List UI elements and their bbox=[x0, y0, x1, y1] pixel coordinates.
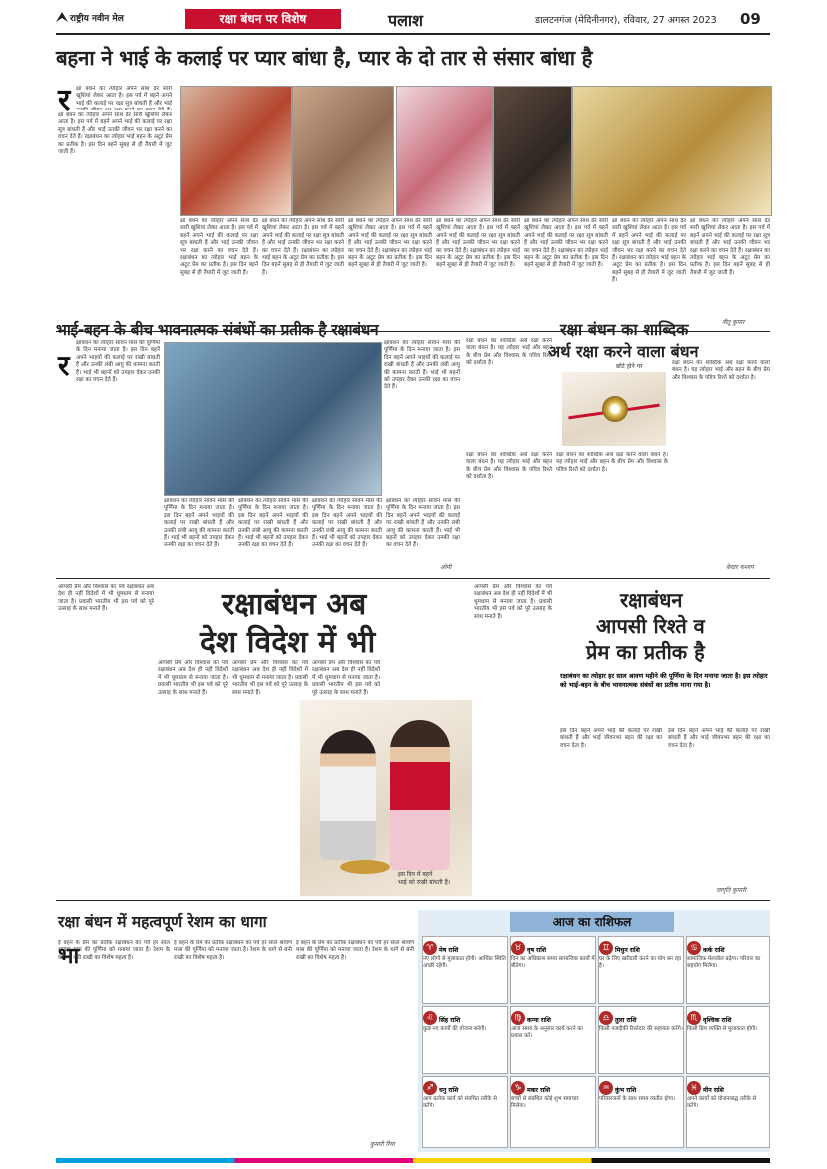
rashi-text: नए लोगों से मुलाकात होगी। आर्थिक स्थिति अच्छी रहेगी। bbox=[423, 956, 506, 969]
story5-col2: इस दिन बहनें अपने भाई की कलाई पर राखी बांधती हैं और भाई जीवनभर बहन की रक्षा का वचन देता है। bbox=[668, 728, 770, 749]
lead-photo-4 bbox=[493, 86, 572, 216]
story2-headline: भाई-बहन के बीच भावनात्मक संबंधों का प्रतीक है रक्षाबंधन bbox=[56, 321, 379, 339]
rashi-cell-3 bbox=[686, 936, 770, 1004]
rashi-name: वृश्चिक राशि bbox=[703, 1017, 732, 1024]
story5-byline: जागृति कुमारी bbox=[716, 887, 747, 894]
rashi-text: आज समय के अनुसार कार्य करने का प्रयास करें। bbox=[511, 1026, 583, 1039]
capricorn-icon: ♑ bbox=[511, 1081, 525, 1095]
story3-caption-label: छोटे होने पर bbox=[616, 363, 643, 370]
lead-body-col6: क्षा बंधन का त्योहार अपने साथ ढेर सारी खुशियां लेकर आता है। इस पर्व में बहनें अपने भाई की कलाई पर रक्षा सूत्र बांधती हैं और भाई उनकी जीवन भर रक्षा करने का वचन देते हैं। रक्षाबंधन का त्योहार भाई बहन के अटूट प्रेम का प्रतीक है। इस दिन बहनें सुबह से ही तैयारी में जुट जाती हैं। bbox=[524, 218, 608, 269]
lead-photo-1 bbox=[180, 86, 292, 216]
rashi-cell-4 bbox=[422, 1006, 508, 1074]
rashi-cell-6 bbox=[598, 1006, 684, 1074]
masthead-rule bbox=[56, 33, 770, 35]
rashi-text: अपने कार्यों को योजनाबद्ध तरीके से करेंगे। bbox=[687, 1096, 757, 1109]
story2-col5: क्षाबंधन का त्योहार सावन मास की पूर्णिमा के दिन मनाया जाता है। इस दिन बहनें अपने भाइयों की कलाई पर राखी बांधती हैं और उनकी लंबी आयु की कामना करती हैं। भाई भी बहनों को उपहार देकर उनकी रक्षा का वचन देते हैं। bbox=[312, 498, 382, 549]
story4-col5: आपसी प्रेम और विश्वास का पर्व रक्षाबंधन अब देश ही नहीं विदेशों में भी धूमधाम से मनाया जाता है। प्रवासी भारतीय भी इस पर्व को पूरे उत्साह के साथ मनाते हैं। bbox=[474, 584, 552, 620]
rashi-name: धनु राशि bbox=[439, 1087, 459, 1094]
rashi-cell-5 bbox=[510, 1006, 596, 1074]
rashi-cell-8 bbox=[422, 1076, 508, 1148]
story6-col2: ई बहन के प्रेम का प्रतीक रक्षाबंधन का पर्व हर साल श्रावण मास की पूर्णिमा को मनाया जाता है। रेशम के धागे से बनी राखी का विशेष महत्व है। bbox=[174, 940, 292, 961]
rashi-text: घर के लिए खरीदारी करने का योग बन रहा है। bbox=[599, 956, 682, 969]
story3-byline: केदार कश्यप bbox=[726, 564, 754, 571]
story2-dropcap: र bbox=[58, 349, 70, 382]
girl-figure bbox=[390, 720, 450, 870]
page-number: 09 bbox=[740, 10, 761, 28]
scorpio-icon: ♏ bbox=[687, 1011, 701, 1025]
lower-divider bbox=[56, 900, 770, 901]
cancer-icon: ♋ bbox=[687, 941, 701, 955]
rashi-name: कर्क राशि bbox=[703, 947, 725, 954]
pisces-icon: ♓ bbox=[687, 1081, 701, 1095]
lead-body-col4: क्षा बंधन का त्योहार अपने साथ ढेर सारी खुशियां लेकर आता है। इस पर्व में बहनें अपने भाई की कलाई पर रक्षा सूत्र बांधती हैं और भाई उनकी जीवन भर रक्षा करने का वचन देते हैं। रक्षाबंधन का त्योहार भाई बहन के अटूट प्रेम का प्रतीक है। इस दिन बहनें सुबह से ही तैयारी में जुट जाती हैं। bbox=[348, 218, 432, 269]
dateline: डालटनगंज (मेदिनीनगर), रविवार, 27 अगस्त 2023 bbox=[535, 15, 717, 26]
rashi-name: मीन राशि bbox=[703, 1087, 724, 1094]
aquarius-icon: ♒ bbox=[599, 1081, 613, 1095]
rashi-cell-1 bbox=[510, 936, 596, 1004]
leo-icon: ♌ bbox=[423, 1011, 437, 1025]
rashi-text: आप प्रत्येक कार्य को संयमित तरीके से करेंगे। bbox=[423, 1096, 497, 1109]
story4-headline-2: देश विदेश में भी bbox=[200, 625, 376, 660]
story4-headline-1: रक्षाबंधन अब bbox=[222, 587, 367, 622]
lead-body-col7: क्षा बंधन का त्योहार अपने साथ ढेर सारी खुशियां लेकर आता है। इस पर्व में बहनें अपने भाई की कलाई पर रक्षा सूत्र बांधती हैं और भाई उनकी जीवन भर रक्षा करने का वचन देते हैं। रक्षाबंधन का त्योहार भाई बहन के अटूट प्रेम का प्रतीक है। इस दिन बहनें सुबह से ही तैयारी में जुट जाती हैं। bbox=[612, 218, 686, 284]
rashi-name: मेष राशि bbox=[439, 947, 459, 954]
lead-photo-3 bbox=[396, 86, 493, 216]
masthead bbox=[0, 0, 827, 40]
lead-body-col5: क्षा बंधन का त्योहार अपने साथ ढेर सारी खुशियां लेकर आता है। इस पर्व में बहनें अपने भाई की कलाई पर रक्षा सूत्र बांधती हैं और भाई उनकी जीवन भर रक्षा करने का वचन देते हैं। रक्षाबंधन का त्योहार भाई बहन के अटूट प्रेम का प्रतीक है। इस दिन बहनें सुबह से ही तैयारी में जुट जाती हैं। bbox=[436, 218, 520, 269]
story2-col2: क्षाबंधन का त्योहार सावन मास की पूर्णिमा के दिन मनाया जाता है। इस दिन बहनें अपने भाइयों की कलाई पर राखी बांधती हैं और उनकी लंबी आयु की कामना करती हैं। भाई भी बहनों को उपहार देकर उनकी रक्षा का वचन देते हैं। bbox=[384, 340, 460, 391]
sagittarius-icon: ♐ bbox=[423, 1081, 437, 1095]
story5-headline-3: प्रेम का प्रतीक है bbox=[586, 640, 705, 664]
story3-intro-col: रक्षा बंधन का शाब्दिक अर्थ रक्षा करने वाला बंधन है। यह त्योहार भाई और बहन के बीच प्रेम और विश्वास के पवित्र रिश्ते को दर्शाता है। bbox=[466, 338, 552, 367]
rashi-cell-2 bbox=[598, 936, 684, 1004]
story2-col4: क्षाबंधन का त्योहार सावन मास की पूर्णिमा के दिन मनाया जाता है। इस दिन बहनें अपने भाइयों की कलाई पर राखी बांधती हैं और उनकी लंबी आयु की कामना करती हैं। भाई भी बहनों को उपहार देकर उनकी रक्षा का वचन देते हैं। bbox=[238, 498, 308, 549]
section-banner: रक्षा बंधन पर विशेष bbox=[185, 9, 341, 29]
story6-col1: ई बहन के प्रेम का प्रतीक रक्षाबंधन का पर्व हर साल श्रावण मास की पूर्णिमा को मनाया जाता है। रेशम के धागे से बनी राखी का विशेष महत्व है। bbox=[58, 940, 170, 961]
lead-body-col1b: क्षा बंधन का त्योहार अपने साथ ढेर सारी खुशियां लेकर आता है। इस पर्व में बहनें अपने भाई की कलाई पर रक्षा सूत्र बांधती हैं और भाई उनकी जीवन भर रक्षा करने का वचन देते हैं। रक्षाबंधन का त्योहार भाई बहन के अटूट प्रेम का प्रतीक है। इस दिन बहनें सुबह से ही तैयारी में जुट जाती हैं। bbox=[58, 112, 172, 156]
story6-headline: रक्षा बंधन में महत्वपूर्ण रेशम का धागा bbox=[58, 913, 267, 931]
story4-main-photo bbox=[300, 700, 472, 896]
brand-logo bbox=[56, 12, 68, 22]
rashi-text: कुछ नए कार्यों की योजना बनेगी। bbox=[423, 1026, 487, 1032]
story2-photo bbox=[164, 342, 382, 496]
rashi-name: मिथुन राशि bbox=[615, 947, 640, 954]
rashifal-title: आज का राशिफल bbox=[510, 912, 674, 932]
story5-headline-1: रक्षाबंधन bbox=[620, 588, 683, 612]
rashi-name: तुला राशि bbox=[615, 1017, 637, 1024]
puja-thali-icon bbox=[340, 860, 390, 874]
story4-col2: आपसी प्रेम और विश्वास का पर्व रक्षाबंधन अब देश ही नहीं विदेशों में भी धूमधाम से मनाया जाता है। प्रवासी भारतीय भी इस पर्व को पूरे उत्साह के साथ मनाते हैं। bbox=[158, 660, 228, 696]
taurus-icon: ♉ bbox=[511, 941, 525, 955]
rashi-name: सिंह राशि bbox=[439, 1017, 461, 1024]
story6-byline: कुमारी रिया bbox=[370, 1141, 395, 1148]
story6-dropcap: भा bbox=[58, 944, 80, 969]
lead-byline: नीतू कुमार bbox=[722, 319, 745, 326]
lead-body-col3: क्षा बंधन का त्योहार अपने साथ ढेर सारी खुशियां लेकर आता है। इस पर्व में बहनें अपने भाई की कलाई पर रक्षा सूत्र बांधती हैं और भाई उनकी जीवन भर रक्षा करने का वचन देते हैं। रक्षाबंधन का त्योहार भाई बहन के अटूट प्रेम का प्रतीक है। इस दिन बहनें सुबह से ही तैयारी में जुट जाती हैं। bbox=[262, 218, 344, 276]
boy-figure bbox=[320, 730, 376, 860]
story2-col6: क्षाबंधन का त्योहार सावन मास की पूर्णिमा के दिन मनाया जाता है। इस दिन बहनें अपने भाइयों की कलाई पर राखी बांधती हैं और उनकी लंबी आयु की कामना करती हैं। भाई भी बहनों को उपहार देकर उनकी रक्षा का वचन देते हैं। bbox=[386, 498, 460, 549]
rashi-cell-7 bbox=[686, 1006, 770, 1074]
story5-col1: इस दिन बहनें अपने भाई की कलाई पर राखी बांधती हैं और भाई जीवनभर बहन की रक्षा का वचन देता है। bbox=[560, 728, 662, 749]
rashi-text: किसी प्रिय व्यक्ति से मुलाकात होगी। bbox=[687, 1026, 758, 1032]
rashi-text: किसी नजदीकी रिश्तेदार की सहायता करेंगे। bbox=[599, 1026, 683, 1032]
rashi-text: सामाजिक मेलजोल बढ़ेगा। परिवार का सहयोग मिलेगा। bbox=[687, 956, 761, 969]
story5-intro: रक्षाबंधन का त्योहार हर साल श्रावण महीने की पूर्णिमा के दिन मनाया जाता है। इस त्योहार को भाई-बहन के बीच भावनात्मक संबंधों का प्रतीक माना गया है। bbox=[560, 672, 768, 689]
story2-byline: ओमी bbox=[440, 564, 452, 571]
lead-dropcap: र bbox=[58, 83, 71, 118]
mid-divider bbox=[56, 578, 770, 579]
rashi-cell-9 bbox=[510, 1076, 596, 1148]
story4-photo-caption-2: भाई को राखी बांधती हैं। bbox=[398, 879, 451, 886]
story2-col1: क्षाबंधन का त्योहार सावन मास की पूर्णिमा के दिन मनाया जाता है। इस दिन बहनें अपने भाइयों की कलाई पर राखी बांधती हैं और उनकी लंबी आयु की कामना करती हैं। भाई भी बहनों को उपहार देकर उनकी रक्षा का वचन देते हैं। bbox=[76, 340, 160, 384]
story3-col2: रक्षा बंधन का शाब्दिक अर्थ रक्षा करने वाला बंधन है। यह त्योहार भाई और बहन के बीच प्रेम और विश्वास के पवित्र रिश्ते को दर्शाता है। bbox=[556, 452, 668, 473]
aries-icon: ♈ bbox=[423, 941, 437, 955]
story6-col3: ई बहन के प्रेम का प्रतीक रक्षाबंधन का पर्व हर साल श्रावण मास की पूर्णिमा को मनाया जाता है। रेशम के धागे से बनी राखी का विशेष महत्व है। bbox=[296, 940, 414, 961]
rashi-text: बच्चों से संबंधित कोई शुभ समाचार मिलेगा। bbox=[511, 1096, 579, 1109]
story4-col3: आपसी प्रेम और विश्वास का पर्व रक्षाबंधन अब देश ही नहीं विदेशों में भी धूमधाम से मनाया जाता है। प्रवासी भारतीय भी इस पर्व को पूरे उत्साह के साथ मनाते हैं। bbox=[232, 660, 308, 696]
rashi-cell-10 bbox=[598, 1076, 684, 1148]
lead-photo-5 bbox=[572, 86, 772, 216]
lead-body-col2: क्षा बंधन का त्योहार अपने साथ ढेर सारी खुशियां लेकर आता है। इस पर्व में बहनें अपने भाई की कलाई पर रक्षा सूत्र बांधती हैं और भाई उनकी जीवन भर रक्षा करने का वचन देते हैं। रक्षाबंधन का त्योहार भाई बहन के अटूट प्रेम का प्रतीक है। इस दिन बहनें सुबह से ही तैयारी में जुट जाती हैं। bbox=[180, 218, 258, 276]
rashi-name: कन्या राशि bbox=[527, 1017, 551, 1024]
edition-name: पलाश bbox=[388, 11, 423, 30]
rashi-cell-11 bbox=[686, 1076, 770, 1148]
print-color-bar bbox=[56, 1158, 770, 1163]
lead-body-col8: क्षा बंधन का त्योहार अपने साथ ढेर सारी खुशियां लेकर आता है। इस पर्व में बहनें अपने भाई की कलाई पर रक्षा सूत्र बांधती हैं और भाई उनकी जीवन भर रक्षा करने का वचन देते हैं। रक्षाबंधन का त्योहार भाई बहन के अटूट प्रेम का प्रतीक है। इस दिन बहनें सुबह से ही तैयारी में जुट जाती हैं। bbox=[690, 218, 770, 276]
rashi-name: कुंभ राशि bbox=[615, 1087, 637, 1094]
libra-icon: ♎ bbox=[599, 1011, 613, 1025]
gemini-icon: ♊ bbox=[599, 941, 613, 955]
story4-col1: आपसी प्रेम और विश्वास का पर्व रक्षाबंधन अब देश ही नहीं विदेशों में भी धूमधाम से मनाया जाता है। प्रवासी भारतीय भी इस पर्व को पूरे उत्साह के साथ मनाते हैं। bbox=[58, 584, 154, 613]
story3-headline-1: रक्षा बंधन का शाब्दिक bbox=[560, 320, 689, 339]
rashi-text: दिन का अधिकांश समय सामाजिक कार्यों में बीतेगा। bbox=[511, 956, 595, 969]
rashi-text: परिवारजनों के साथ समय व्यतीत होगा। bbox=[599, 1096, 676, 1102]
story2-col3: क्षाबंधन का त्योहार सावन मास की पूर्णिमा के दिन मनाया जाता है। इस दिन बहनें अपने भाइयों की कलाई पर राखी बांधती हैं और उनकी लंबी आयु की कामना करती हैं। भाई भी बहनों को उपहार देकर उनकी रक्षा का वचन देते हैं। bbox=[164, 498, 234, 549]
story4-photo-caption-1: इस दिन में बहनें bbox=[398, 871, 433, 878]
rashi-name: वृष राशि bbox=[527, 947, 547, 954]
story3-rakhi-photo bbox=[562, 372, 666, 446]
lead-photo-2 bbox=[292, 86, 394, 216]
rashi-name: मकर राशि bbox=[527, 1087, 551, 1094]
story3-headline-2: अर्थ रक्षा करने वाला बंधन bbox=[548, 342, 699, 361]
story5-headline-2: आपसी रिश्ते व bbox=[596, 614, 705, 638]
story3-col3: रक्षा बंधन का शाब्दिक अर्थ रक्षा करने वाला बंधन है। यह त्योहार भाई और बहन के बीच प्रेम और विश्वास के पवित्र रिश्ते को दर्शाता है। bbox=[672, 360, 770, 381]
story3-col1: रक्षा बंधन का शाब्दिक अर्थ रक्षा करने वाला बंधन है। यह त्योहार भाई और बहन के बीच प्रेम और विश्वास के पवित्र रिश्ते को दर्शाता है। bbox=[466, 452, 552, 481]
brand-name: राष्ट्रीय नवीन मेल bbox=[70, 14, 124, 24]
lead-body-col1: क्षा बंधन का त्योहार अपने साथ ढेर सारी खुशियां लेकर आता है। इस पर्व में बहनें अपने भाई की कलाई पर रक्षा सूत्र बांधती हैं और भाई bbox=[76, 86, 172, 107]
story4-col4: आपसी प्रेम और विश्वास का पर्व रक्षाबंधन अब देश ही नहीं विदेशों में भी धूमधाम से मनाया जाता है। प्रवासी भारतीय भी इस पर्व को पूरे उत्साह के साथ मनाते हैं। bbox=[312, 660, 380, 696]
rashi-cell-0 bbox=[422, 936, 508, 1004]
lead-headline: बहना ने भाई के कलाई पर प्यार बांधा है, प्यार के दो तार से संसार बांधा है bbox=[56, 46, 593, 70]
virgo-icon: ♍ bbox=[511, 1011, 525, 1025]
rakhi-charm-icon bbox=[602, 396, 628, 422]
